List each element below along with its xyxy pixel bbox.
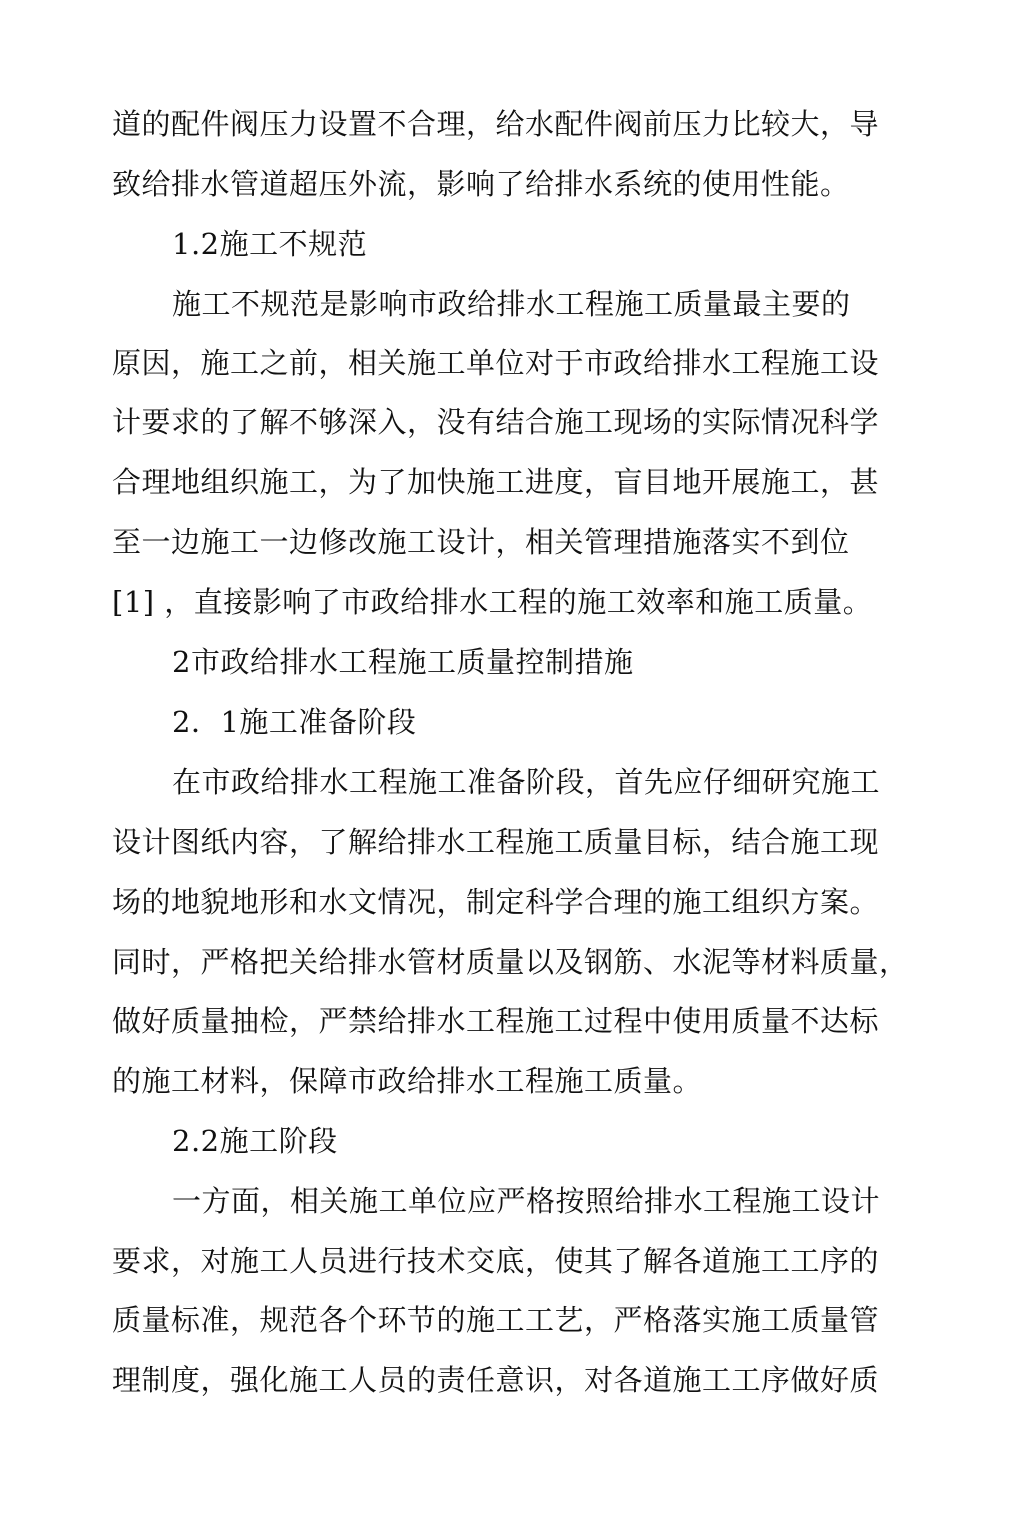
paragraph-line: 做好质量抽检，严禁给排水工程施工过程中使用质量不达标	[112, 1004, 880, 1038]
paragraph-line: 致给排水管道超压外流，影响了给排水系统的使用性能。	[112, 167, 850, 201]
paragraph-line: 原因，施工之前，相关施工单位对于市政给排水工程施工设	[112, 346, 880, 380]
paragraph-line: 在市政给排水工程施工准备阶段，首先应仔细研究施工	[172, 765, 881, 799]
paragraph-line: 同时，严格把关给排水管材质量以及钢筋、水泥等材料质量，	[112, 945, 909, 979]
paragraph-line: [1] ，直接影响了市政给排水工程的施工效率和施工质量。	[112, 585, 873, 619]
paragraph-line: 计要求的了解不够深入，没有结合施工现场的实际情况科学	[112, 405, 880, 439]
section-heading: 1.2施工不规范	[172, 227, 368, 261]
paragraph-line: 道的配件阀压力设置不合理，给水配件阀前压力比较大，导	[112, 107, 880, 141]
paragraph-line: 至一边施工一边修改施工设计，相关管理措施落实不到位	[112, 525, 850, 559]
section-heading: 2.2施工阶段	[172, 1124, 338, 1158]
paragraph-line: 质量标准，规范各个环节的施工工艺，严格落实施工质量管	[112, 1303, 880, 1337]
paragraph-line: 设计图纸内容，了解给排水工程施工质量目标，结合施工现	[112, 825, 880, 859]
paragraph-line: 的施工材料，保障市政给排水工程施工质量。	[112, 1064, 703, 1098]
paragraph-line: 理制度，强化施工人员的责任意识，对各道施工工序做好质	[112, 1363, 880, 1397]
section-heading: 2．1施工准备阶段	[172, 705, 417, 739]
paragraph-line: 合理地组织施工，为了加快施工进度，盲目地开展施工，甚	[112, 465, 880, 499]
paragraph-line: 施工不规范是影响市政给排水工程施工质量最主要的	[172, 287, 851, 321]
paragraph-line: 一方面，相关施工单位应严格按照给排水工程施工设计	[172, 1184, 881, 1218]
section-heading: 2市政给排水工程施工质量控制措施	[172, 645, 634, 679]
paragraph-line: 要求，对施工人员进行技术交底，使其了解各道施工工序的	[112, 1244, 880, 1278]
paragraph-line: 场的地貌地形和水文情况，制定科学合理的施工组织方案。	[112, 885, 880, 919]
